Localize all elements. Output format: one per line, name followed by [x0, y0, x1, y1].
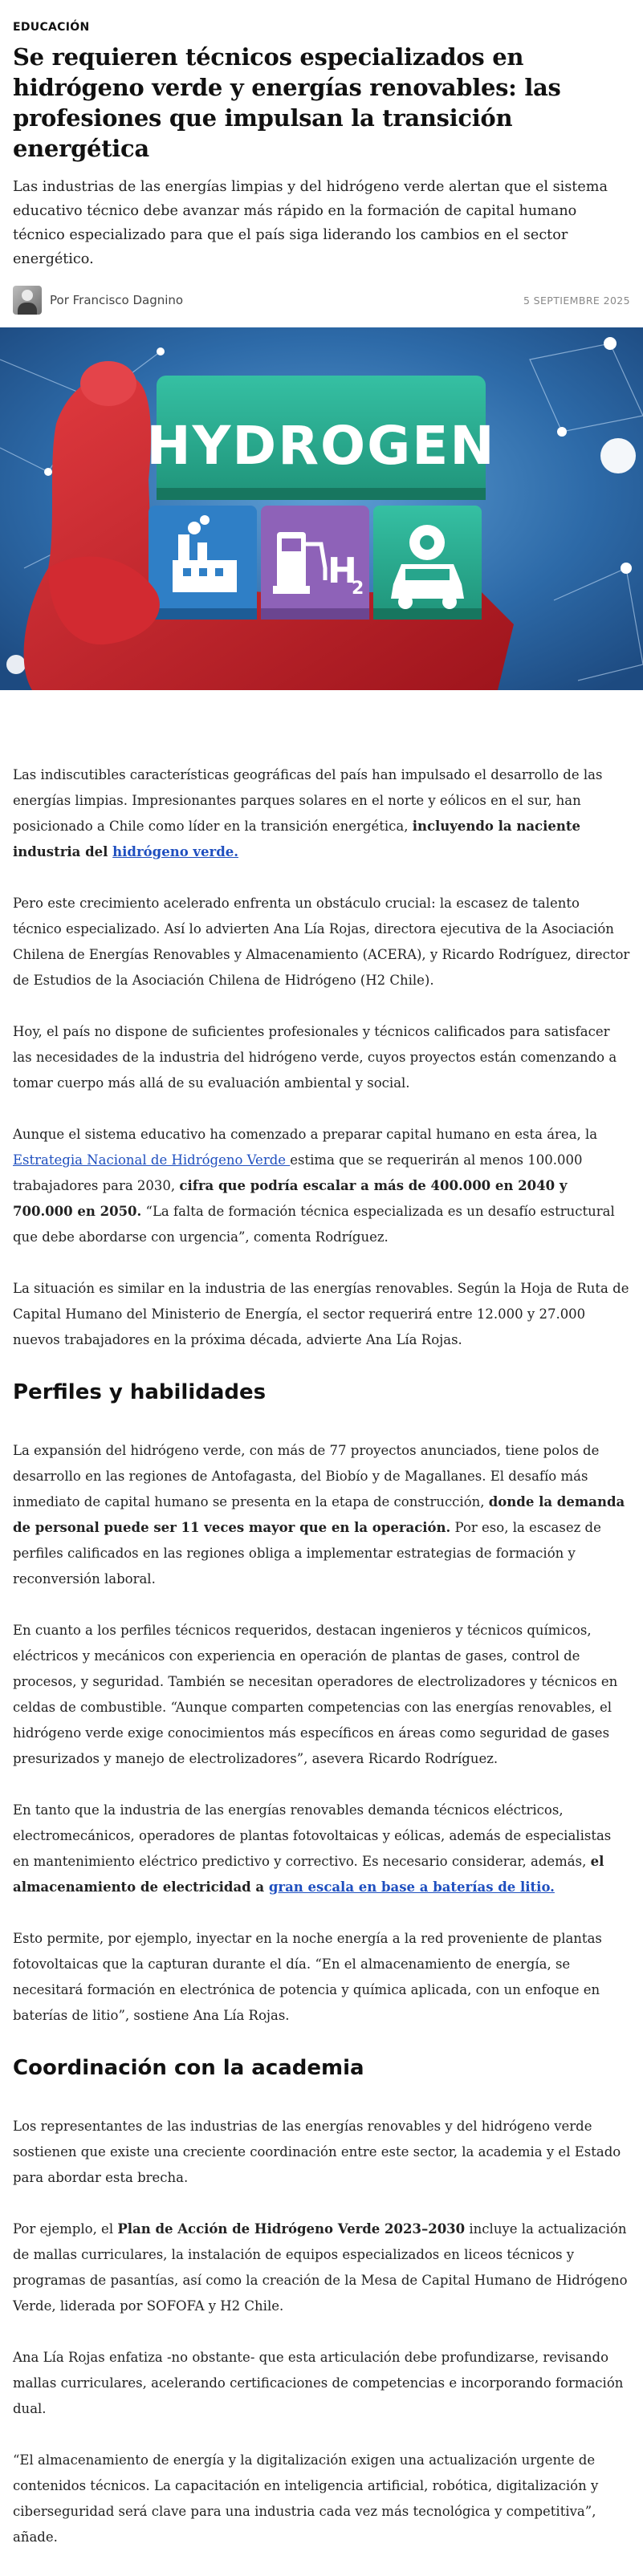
paragraph: En tanto que la industria de las energías renovables demanda técnicos eléctricos, electromecánicos, operadores de plantas fotovoltaicas y eólicas, además de especialistas en mantenimiento eléctrico predictivo y correctivo. Es necesario considerar, además, el almacenamiento de electricidad a gran escala en base a baterías de litio.: [13, 1802, 612, 1895]
paragraph: La situación es similar en la industria de las energías renovables. Según la Hoja de Ruta de Capital Humano del Ministerio de Energía, el sector requerirá entre 12.000 y 27.000 nuevos trabajadores en la próxima década, advierte Ana Lía Rojas.: [13, 1281, 629, 1347]
link-hidrogeno-verde[interactable]: hidrógeno verde.: [112, 844, 238, 859]
paragraph: “El almacenamiento de energía y la digitalización exigen una actualización urgente de contenidos técnicos. La capacitación en inteligencia artificial, robótica, digitalización y ciberseguridad será clave para una industria cada vez más tecnológica y competitiva”, añade.: [13, 2452, 599, 2545]
paragraph: Los representantes de las industrias de las energías renovables y del hidrógeno verde sostienen que existe una creciente coordinación entre este sector, la academia y el Estado para abordar esta brecha.: [13, 2119, 621, 2185]
paragraph: Ana Lía Rojas enfatiza -no obstante- que esta articulación debe profundizarse, revisando mallas curriculares, acelerando certificaciones de competencias e incorporando formación dual.: [13, 2350, 624, 2416]
paragraph: Aunque el sistema educativo ha comenzado a preparar capital humano en esta área, la Estrategia Nacional de Hidrógeno Verde estima que se requerirán al menos 100.000 trabajadores para 2030, cifra que podría escalar a más de 400.000 en 2040 y 700.000 en 2050. “La falta de formación técnica especializada es un desafío estructural que debe abordarse con urgencia”, comenta Rodríguez.: [13, 1127, 615, 1245]
paragraph: Las indiscutibles características geográficas del país han impulsado el desarrollo de las energías limpias. Impresionantes parques solares en el norte y eólicos en el sur, han posicionado a Chile como líder en la transición energética, incluyendo la naciente industria del hidrógeno verde.: [13, 767, 603, 859]
byline: [0, 271, 643, 318]
author-name[interactable]: Por Francisco Dagnino: [50, 293, 184, 307]
hydrogen-illustration: [0, 327, 643, 690]
paragraph: En cuanto a los perfiles técnicos requeridos, destacan ingenieros y técnicos químicos, eléctricos y mecánicos con experiencia en operación de plantas de gases, control de procesos, y seguridad. También se necesitan operadores de electrolizadores y técnicos en celdas de combustible. “Aunque comparten competencias con las energías renovables, el hidrógeno verde exige conocimientos más específicos en áreas como seguridad de gases presurizados y manejo de electrolizadores”, asevera Ricardo Rodríguez.: [13, 1623, 618, 1766]
h2-letter: H: [328, 551, 357, 591]
hero-image: [0, 327, 643, 690]
h2-subscript: 2: [352, 579, 364, 599]
author-block: [13, 286, 183, 315]
author-avatar[interactable]: [13, 286, 42, 315]
link-baterias-litio[interactable]: gran escala en base a baterías de litio.: [268, 1879, 555, 1895]
link-estrategia-nacional[interactable]: Estrategia Nacional de Hidrógeno Verde: [13, 1152, 291, 1168]
factory-block: [149, 506, 257, 620]
hydrogen-sign: [146, 376, 495, 500]
section-heading-coordinacion: Coordinación con la academia: [13, 2056, 364, 2080]
article-title: Se requieren técnicos especializados en hidrógeno verde y energías renovables: las profesiones que impulsan la transición energética: [13, 43, 561, 162]
paragraph: Esto permite, por ejemplo, inyectar en la noche energía a la red proveniente de plantas fotovoltaicas que la capturan durante el día. “En el almacenamiento de energía, se necesitará formación en electrónica de potencia y química aplicada, con un enfoque en baterías de litio”, sostiene Ana Lía Rojas.: [13, 1931, 602, 2023]
paragraph: Pero este crecimiento acelerado enfrenta un obstáculo crucial: la escasez de talento técnico especializado. Así lo advierten Ana Lía Rojas, directora ejecutiva de la Asociación Chilena de Energías Renovables y Almacenamiento (ACERA), y Ricardo Rodríguez, director de Estudios de la Asociación Chilena de Hidrógeno (H2 Chile).: [13, 896, 630, 988]
paragraph: Por ejemplo, el Plan de Acción de Hidrógeno Verde 2023–2030 incluye la actualización de mallas curriculares, la instalación de equipos especializados en liceos técnicos y programas de pasantías, así como la creación de la Mesa de Capital Humano de Hidrógeno Verde, liderada por SOFOFA y H2 Chile.: [13, 2221, 628, 2314]
article-subtitle: Las industrias de las energías limpias y del hidrógeno verde alertan que el sistema educativo técnico debe avanzar más rápido en la formación de capital humano técnico especializado para que el país siga liderando los cambios en el sector energético.: [13, 179, 608, 267]
sign-text: HYDROGEN: [146, 415, 496, 477]
car-block: [373, 506, 482, 620]
section-kicker[interactable]: EDUCACIÓN: [13, 21, 90, 34]
h2-pump-block: [261, 506, 369, 620]
paragraph: Hoy, el país no dispone de suficientes profesionales y técnicos calificados para satisfacer las necesidades de la industria del hidrógeno verde, cuyos proyectos están comenzando a tomar cuerpo más allá de su evaluación ambiental y social.: [13, 1024, 617, 1091]
publish-date: 5 SEPTIEMBRE 2025: [523, 294, 630, 307]
article-body: [0, 690, 643, 2550]
section-heading-perfiles: Perfiles y habilidades: [13, 1380, 267, 1404]
paragraph: La expansión del hidrógeno verde, con más de 77 proyectos anunciados, tiene polos de desarrollo en las regiones de Antofagasta, del Biobío y de Magallanes. El desafío más inmediato de capital humano se presenta en la etapa de construcción, donde la demanda de personal puede ser 11 veces mayor que en la operación. Por eso, la escasez de perfiles calificados en las regiones obliga a implementar estrategias de formación y reconversión laboral.: [13, 1443, 625, 1587]
